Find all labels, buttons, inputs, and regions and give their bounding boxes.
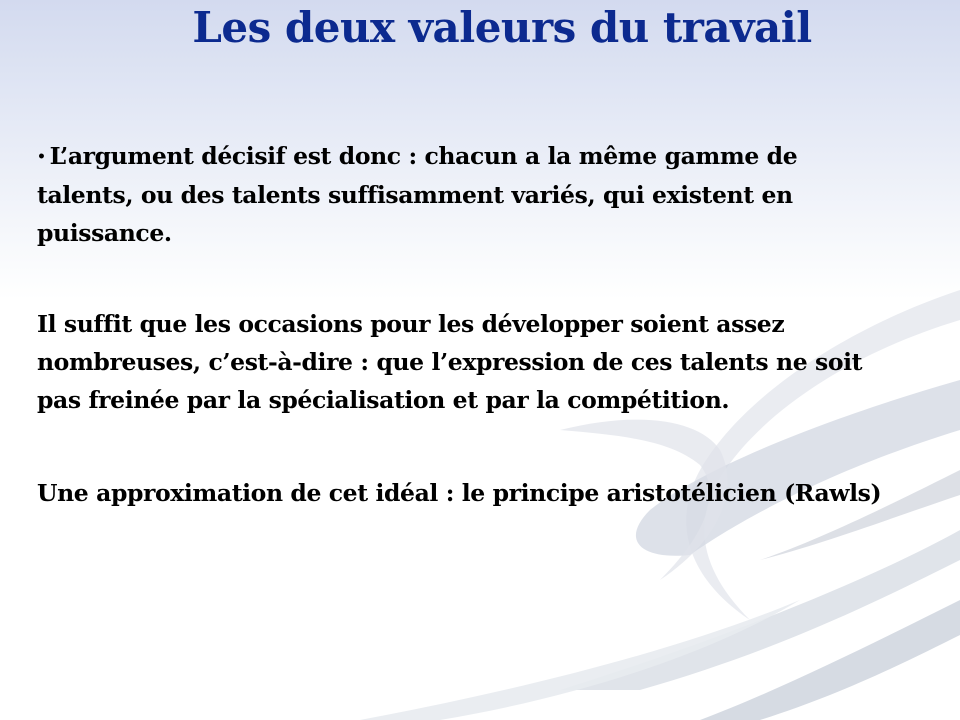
swirl-band-6 — [360, 600, 800, 720]
paragraph-occasions-line-1: Il suffit que les occasions pour les développer soient assez — [37, 310, 785, 338]
slide-title: Les deux valeurs du travail — [192, 3, 812, 52]
paragraph-approximation-line-1: Une approximation de cet idéal : le principe aristotélicien (Rawls) — [37, 479, 882, 507]
paragraph-argument-line-1 — [37, 137, 937, 176]
paragraph-occasions — [37, 305, 937, 419]
paragraph-argument-line-1-text: L’argument décisif est donc : chacun a la même gamme de — [49, 142, 798, 170]
bullet-icon: • — [37, 149, 46, 165]
paragraph-argument-line-2: talents, ou des talents suffisamment variés, qui existent en — [37, 181, 793, 209]
paragraph-occasions-line-2: nombreuses, c’est-à-dire : que l’expression de ces talents ne soit — [37, 348, 863, 376]
paragraph-approximation — [37, 474, 937, 512]
paragraph-occasions-line-3: pas freinée par la spécialisation et par la compétition. — [37, 386, 730, 414]
paragraph-argument-line-3: puissance. — [37, 219, 172, 247]
paragraph-argument — [37, 137, 937, 252]
